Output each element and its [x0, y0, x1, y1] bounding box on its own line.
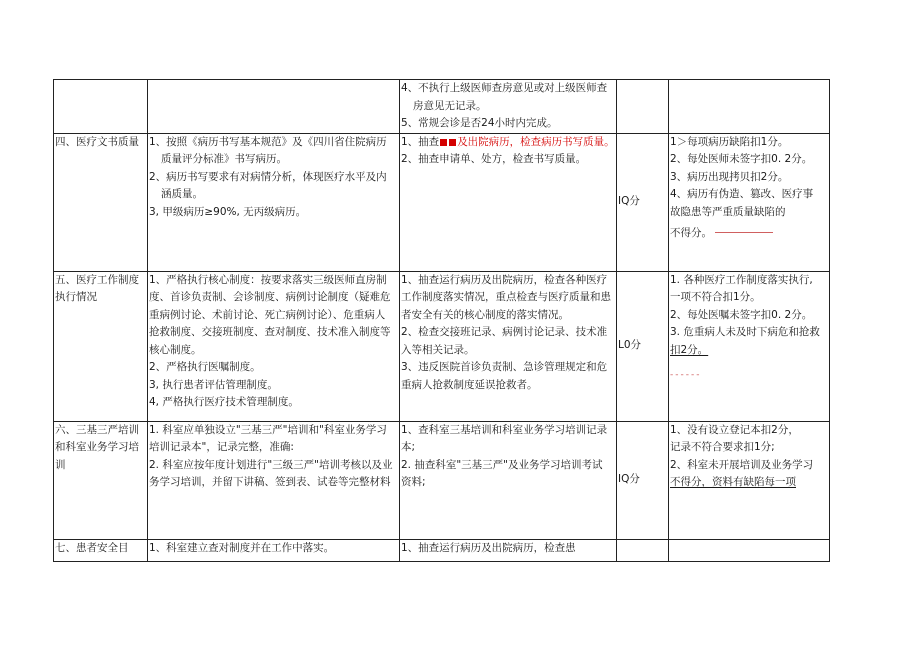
- score-cell: [617, 539, 669, 561]
- methods-cell: 1、抽查 及出院病历，检查病历书写质量。 2、抽查申请单、处方，检查书写质量。: [400, 133, 617, 271]
- methods-cell: 1、查科室三基培训和科室业务学习培训记录 本; 2. 抽查科室"三基三严"及业务学习培训考试 资料;: [400, 421, 617, 539]
- requirements-cell: 1、按照《病历书写基本规范》及《四川省住院病历 质量评分标准》书写病历。 2、病历书写要求有对病情分析，体现医疗水平及内 涵质量。 3, 甲级病历≥90%, 无丙级病历。: [148, 133, 400, 271]
- redaction-mark: [440, 139, 447, 146]
- item-title: 四、医疗文书质量: [54, 133, 148, 271]
- deductions-cell: 1、没有设立登记本扣2分， 记录不符合要求扣1分; 2、科室未开展培训及业务学习 不得分，资料有缺陷每一项: [669, 421, 830, 539]
- table-row: [54, 539, 830, 561]
- red-underline: [715, 232, 773, 233]
- red-dash-mark: ------: [670, 370, 702, 380]
- table-row: [54, 421, 830, 539]
- deductions-cell: [669, 539, 830, 561]
- table-row: [54, 133, 830, 271]
- deductions-cell: 1. 各种医疗工作制度落实执行, 一项不符合扣1分。 2、每处医嘱未签字扣0. 2分。 3. 危重病人未及时下病危和抢救 扣2分。 ------: [669, 271, 830, 421]
- redaction-mark: [449, 139, 456, 146]
- requirements-cell: 1. 科室应单独设立"三基三严"培训和"科室业务学习 培训记录本"，记录完整，准确: 2. 科室应按年度计划进行"三级三严"培训考核以及业 务学习培训，并留下讲稿、签到表、试卷等完整材料: [148, 421, 400, 539]
- requirements-cell: 1、科室建立查对制度并在工作中落实。: [148, 539, 400, 561]
- score-cell: [617, 80, 669, 134]
- methods-cell: 1、抽查运行病历及出院病历，检查患: [400, 539, 617, 561]
- score-cell: IQ分: [617, 133, 669, 271]
- table-row: [54, 80, 830, 134]
- table-row: [54, 271, 830, 421]
- deductions-cell: 1＞每项病历缺陷扣1分。 2、每处医师未签字扣0. 2分。 3、病历出现拷贝扣2分。 4、病历有伪造、篡改、医疗事 故隐患等严重质量缺陷的 不得分。: [669, 133, 830, 271]
- item-title: 七、患者安全目: [54, 539, 148, 561]
- standards-table: [53, 79, 830, 562]
- methods-cell: 1、抽查运行病历及出院病历，检查各种医疗 工作制度落实情况，重点检查与医疗质量和患 者安全有关的核心制度的落实情况。 2、检查交接班记录、病例讨论记录、技术准 入等相关记录。 3、违反医院首诊负责制、急诊管理规定和危 重病人抢救制度延误抢救者。: [400, 271, 617, 421]
- deductions-cell: [669, 80, 830, 134]
- item-title: 六、三基三严培训和科室业务学习培训: [54, 421, 148, 539]
- item-title: 五、医疗工作制度执行情况: [54, 271, 148, 421]
- requirements-cell: [148, 80, 400, 134]
- methods-cell: 4、不执行上级医师查房意见或对上级医师查 房意见无记录。 5、常规会诊是否24小时内完成。: [400, 80, 617, 134]
- score-cell: L0分: [617, 271, 669, 421]
- item-title: [54, 80, 148, 134]
- requirements-cell: 1、严格执行核心制度：按要求落实三级医师直房制 度、首诊负责制、会诊制度、病例讨论制度（疑难危 重病例讨论、术前讨论、死亡病例讨论）、危重病人 抢救制度、交接班制度、查对制度、技术准入制度等 核心制度。 2、严格执行医嘱制度。 3, 执行患者评估管理制度。 4, 严格执行医疗技术管理制度。: [148, 271, 400, 421]
- score-cell: IQ分: [617, 421, 669, 539]
